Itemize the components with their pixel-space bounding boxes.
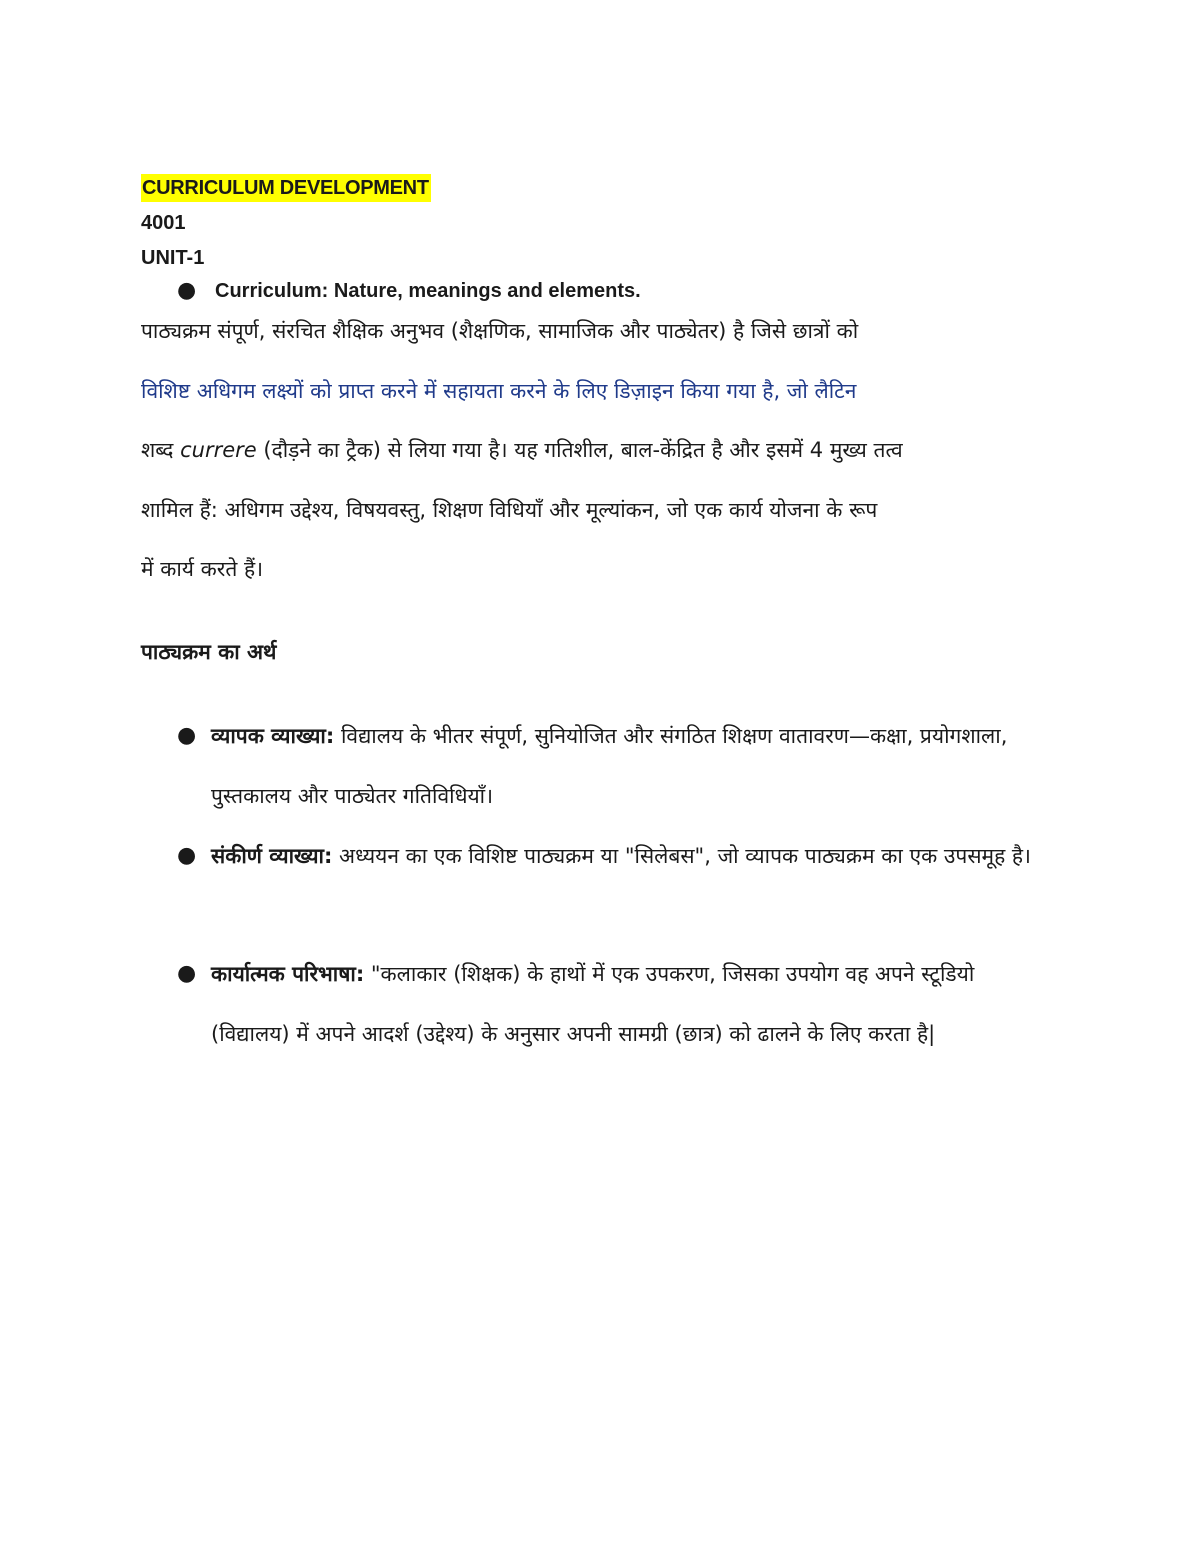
list-item <box>141 826 1051 886</box>
topic-text: Curriculum: Nature, meanings and elements. <box>215 280 641 302</box>
bullet-icon: ● <box>177 843 197 868</box>
section-heading: पाठ्यक्रम का अर्थ <box>141 640 277 664</box>
term-label: व्यापक व्याख्या: <box>211 724 335 748</box>
bullet-icon: ● <box>177 278 197 303</box>
document-title: CURRICULUM DEVELOPMENT <box>141 174 431 202</box>
latin-word: currere <box>180 438 257 462</box>
bullet-icon: ● <box>177 723 197 748</box>
term-label: संकीर्ण व्याख्या: <box>211 844 333 868</box>
intro-line-4: शामिल हैं: अधिगम उद्देश्य, विषयवस्तु, शिक्षण विधियाँ और मूल्यांकन, जो एक कार्य योजना के रूप <box>141 497 878 522</box>
term-label: कार्यात्मक परिभाषा: <box>211 962 365 986</box>
term-description: "कलाकार (शिक्षक) के हाथों में एक उपकरण, जिसका उपयोग वह अपने स्टूडियो (विद्यालय) में अपने आदर्श (उद्देश्य) के अनुसार अपनी सामग्री (छात्र) को ढालने के लिए करता है| <box>211 962 975 1046</box>
intro-line-5: में कार्य करते हैं। <box>141 557 264 581</box>
course-code: 4001 <box>141 212 186 234</box>
term-description: अध्ययन का एक विशिष्ट पाठ्यक्रम या "सिलेबस", जो व्यापक पाठ्यक्रम का एक उपसमूह है। <box>332 844 1032 868</box>
list-item <box>141 706 1051 826</box>
intro-line-3: शब्द currere (दौड़ने का ट्रैक) से लिया गया है। यह गतिशील, बाल-केंद्रित है और इसमें 4 मुख्य तत्व <box>141 438 903 462</box>
bullet-icon: ● <box>177 961 197 986</box>
list-item <box>141 944 1051 1064</box>
intro-line-2: विशिष्ट अधिगम लक्ष्यों को प्राप्त करने में सहायता करने के लिए डिज़ाइन किया गया है, जो लैटिन <box>141 378 857 403</box>
unit-label: UNIT-1 <box>141 247 205 269</box>
term-description: विद्यालय के भीतर संपूर्ण, सुनियोजित और संगठित शिक्षण वातावरण—कक्षा, प्रयोगशाला, पुस्तकालय और पाठ्येतर गतिविधियाँ। <box>211 724 1008 808</box>
intro-paragraph <box>141 302 1051 600</box>
intro-line-1: पाठ्यक्रम संपूर्ण, संरचित शैक्षिक अनुभव (शैक्षणिक, सामाजिक और पाठ्येतर) है जिसे छात्रों को <box>141 319 859 343</box>
